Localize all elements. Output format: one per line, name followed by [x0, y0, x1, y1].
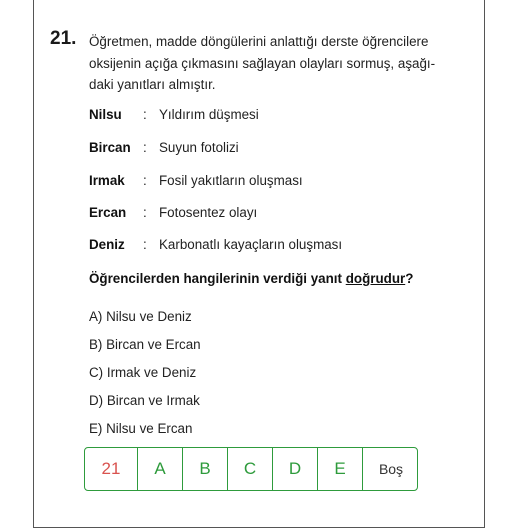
- student-response: Fotosentez olayı: [159, 205, 258, 220]
- student-response: Fosil yakıtların oluşması: [159, 173, 303, 188]
- student-name: Deniz: [89, 237, 125, 252]
- answer-bar: [84, 447, 418, 491]
- student-answer-deniz: [89, 237, 342, 252]
- student-name: Nilsu: [89, 107, 122, 122]
- answer-button-a[interactable]: A: [138, 448, 183, 490]
- answer-button-b[interactable]: B: [183, 448, 228, 490]
- student-name: Ercan: [89, 205, 127, 220]
- colon: :: [143, 237, 147, 252]
- stem-line: daki yanıtları almıştır.: [89, 77, 216, 92]
- student-answer-ercan: [89, 205, 257, 220]
- option-c: C) Irmak ve Deniz: [89, 365, 197, 380]
- colon: :: [143, 140, 147, 155]
- skip-button[interactable]: Boş: [378, 461, 404, 477]
- prompt-text: Öğrencilerden hangilerinin verdiği yanıt: [89, 271, 346, 286]
- option-e: E) Nilsu ve Ercan: [89, 421, 193, 436]
- student-answer-irmak: [89, 173, 303, 188]
- student-response: Yıldırım düşmesi: [159, 107, 259, 122]
- question-stem: [89, 31, 474, 96]
- option-a: A) Nilsu ve Deniz: [89, 309, 192, 324]
- student-response: Suyun fotolizi: [159, 140, 239, 155]
- colon: :: [143, 107, 147, 122]
- question-prompt: [89, 271, 413, 286]
- student-name: Irmak: [89, 173, 125, 188]
- student-answer-bircan: [89, 140, 239, 155]
- prompt-end: ?: [405, 271, 414, 286]
- answer-button-d[interactable]: D: [273, 448, 318, 490]
- student-answer-nilsu: [89, 107, 259, 122]
- student-response: Karbonatlı kayaçların oluşması: [159, 237, 343, 252]
- colon: :: [143, 205, 147, 220]
- prompt-underlined: doğrudur: [345, 271, 406, 286]
- answer-button-c[interactable]: C: [228, 448, 273, 490]
- colon: :: [143, 173, 147, 188]
- student-name: Bircan: [89, 140, 131, 155]
- stem-line: Öğretmen, madde döngülerini anlattığı derste öğrencilere: [89, 34, 429, 49]
- answer-button-e[interactable]: E: [318, 448, 363, 490]
- answer-bar-number: 21: [85, 448, 138, 490]
- option-d: D) Bircan ve Irmak: [89, 393, 200, 408]
- option-b: B) Bircan ve Ercan: [89, 337, 201, 352]
- question-number: 21.: [50, 28, 77, 49]
- stem-line: oksijenin açığa çıkmasını sağlayan olayları sormuş, aşağı-: [89, 55, 436, 71]
